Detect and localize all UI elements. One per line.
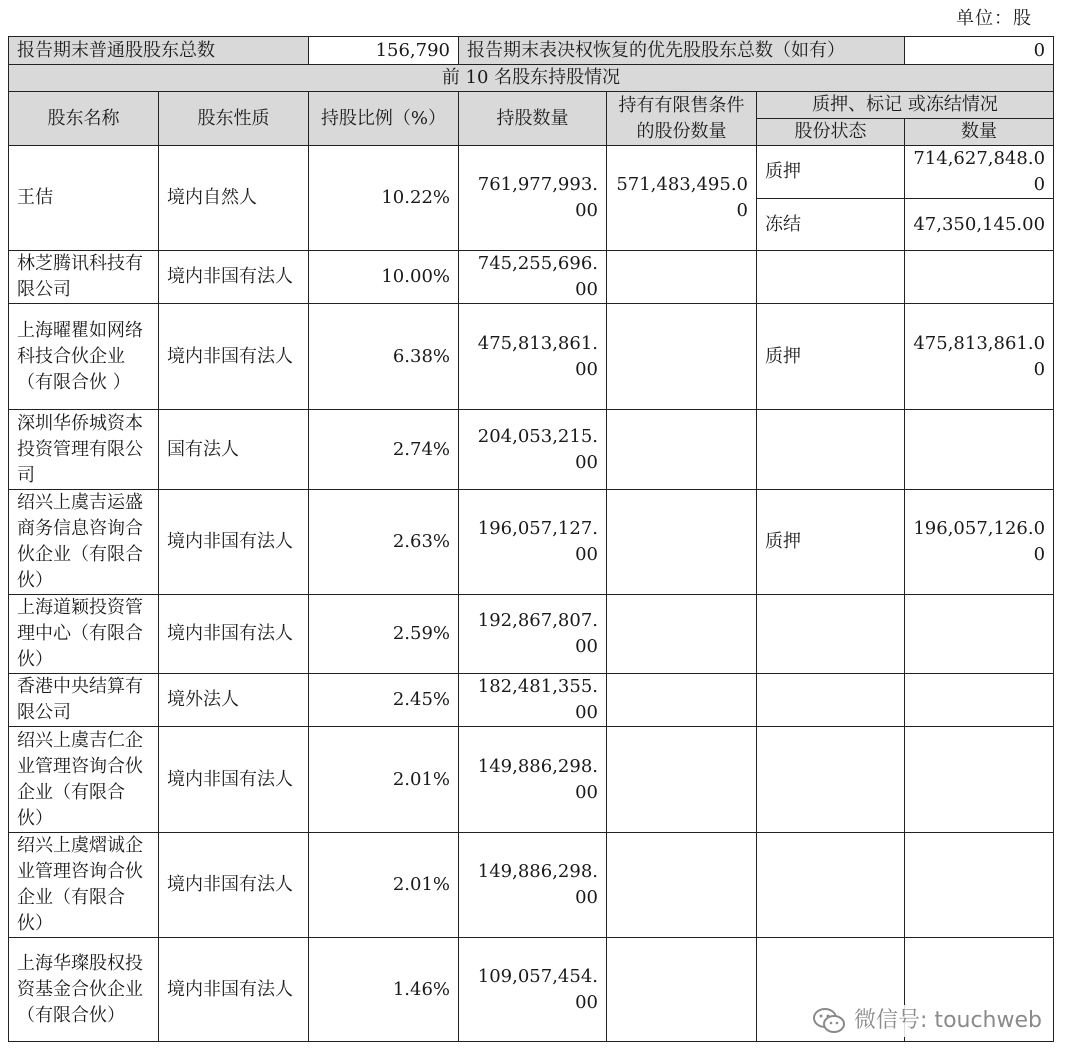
header-status: 股份状态 — [757, 119, 905, 146]
header-nature: 股东性质 — [159, 92, 309, 146]
section-title-row — [9, 65, 1054, 92]
shareholder-ratio: 2.63% — [309, 490, 459, 595]
header-pledge-group: 质押、标记 或冻结情况 — [757, 92, 1054, 119]
watermark-text: 微信号: touchweb — [854, 1008, 1042, 1033]
common-holders-value: 156,790 — [309, 37, 459, 65]
watermark — [806, 1005, 1048, 1037]
shareholder-restricted — [607, 490, 757, 595]
share-quantity: 196,057,126.00 — [905, 490, 1054, 595]
shareholder-restricted — [607, 304, 757, 410]
shareholder-restricted — [607, 674, 757, 727]
shareholder-shares: 192,867,807.00 — [459, 595, 607, 674]
shareholder-ratio: 2.01% — [309, 727, 459, 833]
table-row — [9, 674, 1054, 727]
shareholder-restricted — [607, 938, 757, 1042]
wechat-icon — [812, 1007, 846, 1035]
share-status — [757, 727, 905, 833]
table-row — [9, 833, 1054, 938]
shareholder-ratio: 2.01% — [309, 833, 459, 938]
shareholder-shares: 109,057,454.00 — [459, 938, 607, 1042]
shareholder-name: 上海曜瞿如网络科技合伙企业（有限合伙 ） — [9, 304, 159, 410]
share-quantity: 475,813,861.00 — [905, 304, 1054, 410]
shareholder-ratio: 2.45% — [309, 674, 459, 727]
table-row — [9, 304, 1054, 410]
table-row — [9, 410, 1054, 490]
shareholder-ratio: 10.00% — [309, 251, 459, 304]
share-status — [757, 833, 905, 938]
shareholder-name: 深圳华侨城资本投资管理有限公司 — [9, 410, 159, 490]
share-status: 质押 — [757, 490, 905, 595]
shareholder-shares: 475,813,861.00 — [459, 304, 607, 410]
shareholder-restricted — [607, 833, 757, 938]
shareholder-nature: 境外法人 — [159, 674, 309, 727]
share-quantity — [905, 410, 1054, 490]
shareholder-ratio: 1.46% — [309, 938, 459, 1042]
share-status — [757, 595, 905, 674]
share-quantity — [905, 595, 1054, 674]
shareholder-ratio: 2.59% — [309, 595, 459, 674]
shareholder-shares: 149,886,298.00 — [459, 833, 607, 938]
table-row — [9, 251, 1054, 304]
shareholder-restricted — [607, 251, 757, 304]
preferred-holders-value: 0 — [905, 37, 1054, 65]
table-row — [9, 490, 1054, 595]
shareholder-name: 绍兴上虞吉仁企业管理咨询合伙企业（有限合伙） — [9, 727, 159, 833]
shareholder-restricted — [607, 727, 757, 833]
shareholder-name: 上海道颖投资管理中心（有限合伙） — [9, 595, 159, 674]
shareholder-name: 绍兴上虞熠诚企业管理咨询合伙企业（有限合伙） — [9, 833, 159, 938]
shareholder-nature: 国有法人 — [159, 410, 309, 490]
header-restricted: 持有有限售条件的股份数量 — [607, 92, 757, 146]
share-status: 质押 — [757, 146, 905, 199]
section-title: 前 10 名股东持股情况 — [9, 65, 1054, 92]
shareholder-nature: 境内非国有法人 — [159, 251, 309, 304]
header-ratio: 持股比例（%） — [309, 92, 459, 146]
unit-label: 单位：股 — [956, 8, 1032, 29]
shareholder-name: 林芝腾讯科技有限公司 — [9, 251, 159, 304]
shareholder-nature: 境内非国有法人 — [159, 595, 309, 674]
share-quantity — [905, 727, 1054, 833]
shareholder-nature: 境内自然人 — [159, 146, 309, 251]
share-quantity — [905, 833, 1054, 938]
shareholder-restricted — [607, 595, 757, 674]
summary-row — [9, 37, 1054, 65]
share-status — [757, 410, 905, 490]
shareholder-shares: 745,255,696.00 — [459, 251, 607, 304]
share-status — [757, 674, 905, 727]
shareholder-shares: 149,886,298.00 — [459, 727, 607, 833]
shareholder-restricted: 571,483,495.00 — [607, 146, 757, 251]
shareholder-name: 绍兴上虞吉运盛商务信息咨询合伙企业（有限合伙） — [9, 490, 159, 595]
share-quantity: 714,627,848.00 — [905, 146, 1054, 199]
header-row-1 — [9, 92, 1054, 119]
table-row — [9, 727, 1054, 833]
shareholder-name: 王佶 — [9, 146, 159, 251]
shareholder-shares: 204,053,215.00 — [459, 410, 607, 490]
share-quantity — [905, 674, 1054, 727]
shareholder-nature: 境内非国有法人 — [159, 490, 309, 595]
shareholder-shares: 196,057,127.00 — [459, 490, 607, 595]
shareholder-shares: 182,481,355.00 — [459, 674, 607, 727]
shareholder-name: 上海华璨股权投资基金合伙企业（有限合伙） — [9, 938, 159, 1042]
header-name: 股东名称 — [9, 92, 159, 146]
share-quantity — [905, 251, 1054, 304]
shareholder-table — [8, 36, 1054, 1042]
table-row — [9, 595, 1054, 674]
share-quantity: 47,350,145.00 — [905, 199, 1054, 251]
preferred-holders-label: 报告期末表决权恢复的优先股股东总数（如有） — [459, 37, 905, 65]
header-shares: 持股数量 — [459, 92, 607, 146]
common-holders-label: 报告期末普通股股东总数 — [9, 37, 309, 65]
header-quantity: 数量 — [905, 119, 1054, 146]
shareholder-ratio: 2.74% — [309, 410, 459, 490]
shareholder-ratio: 10.22% — [309, 146, 459, 251]
shareholder-nature: 境内非国有法人 — [159, 938, 309, 1042]
shareholder-restricted — [607, 410, 757, 490]
shareholder-shares: 761,977,993.00 — [459, 146, 607, 251]
share-status — [757, 251, 905, 304]
shareholder-ratio: 6.38% — [309, 304, 459, 410]
shareholder-nature: 境内非国有法人 — [159, 727, 309, 833]
table-row — [9, 146, 1054, 199]
shareholder-nature: 境内非国有法人 — [159, 833, 309, 938]
shareholder-name: 香港中央结算有限公司 — [9, 674, 159, 727]
share-status: 质押 — [757, 304, 905, 410]
share-status: 冻结 — [757, 199, 905, 251]
shareholder-nature: 境内非国有法人 — [159, 304, 309, 410]
